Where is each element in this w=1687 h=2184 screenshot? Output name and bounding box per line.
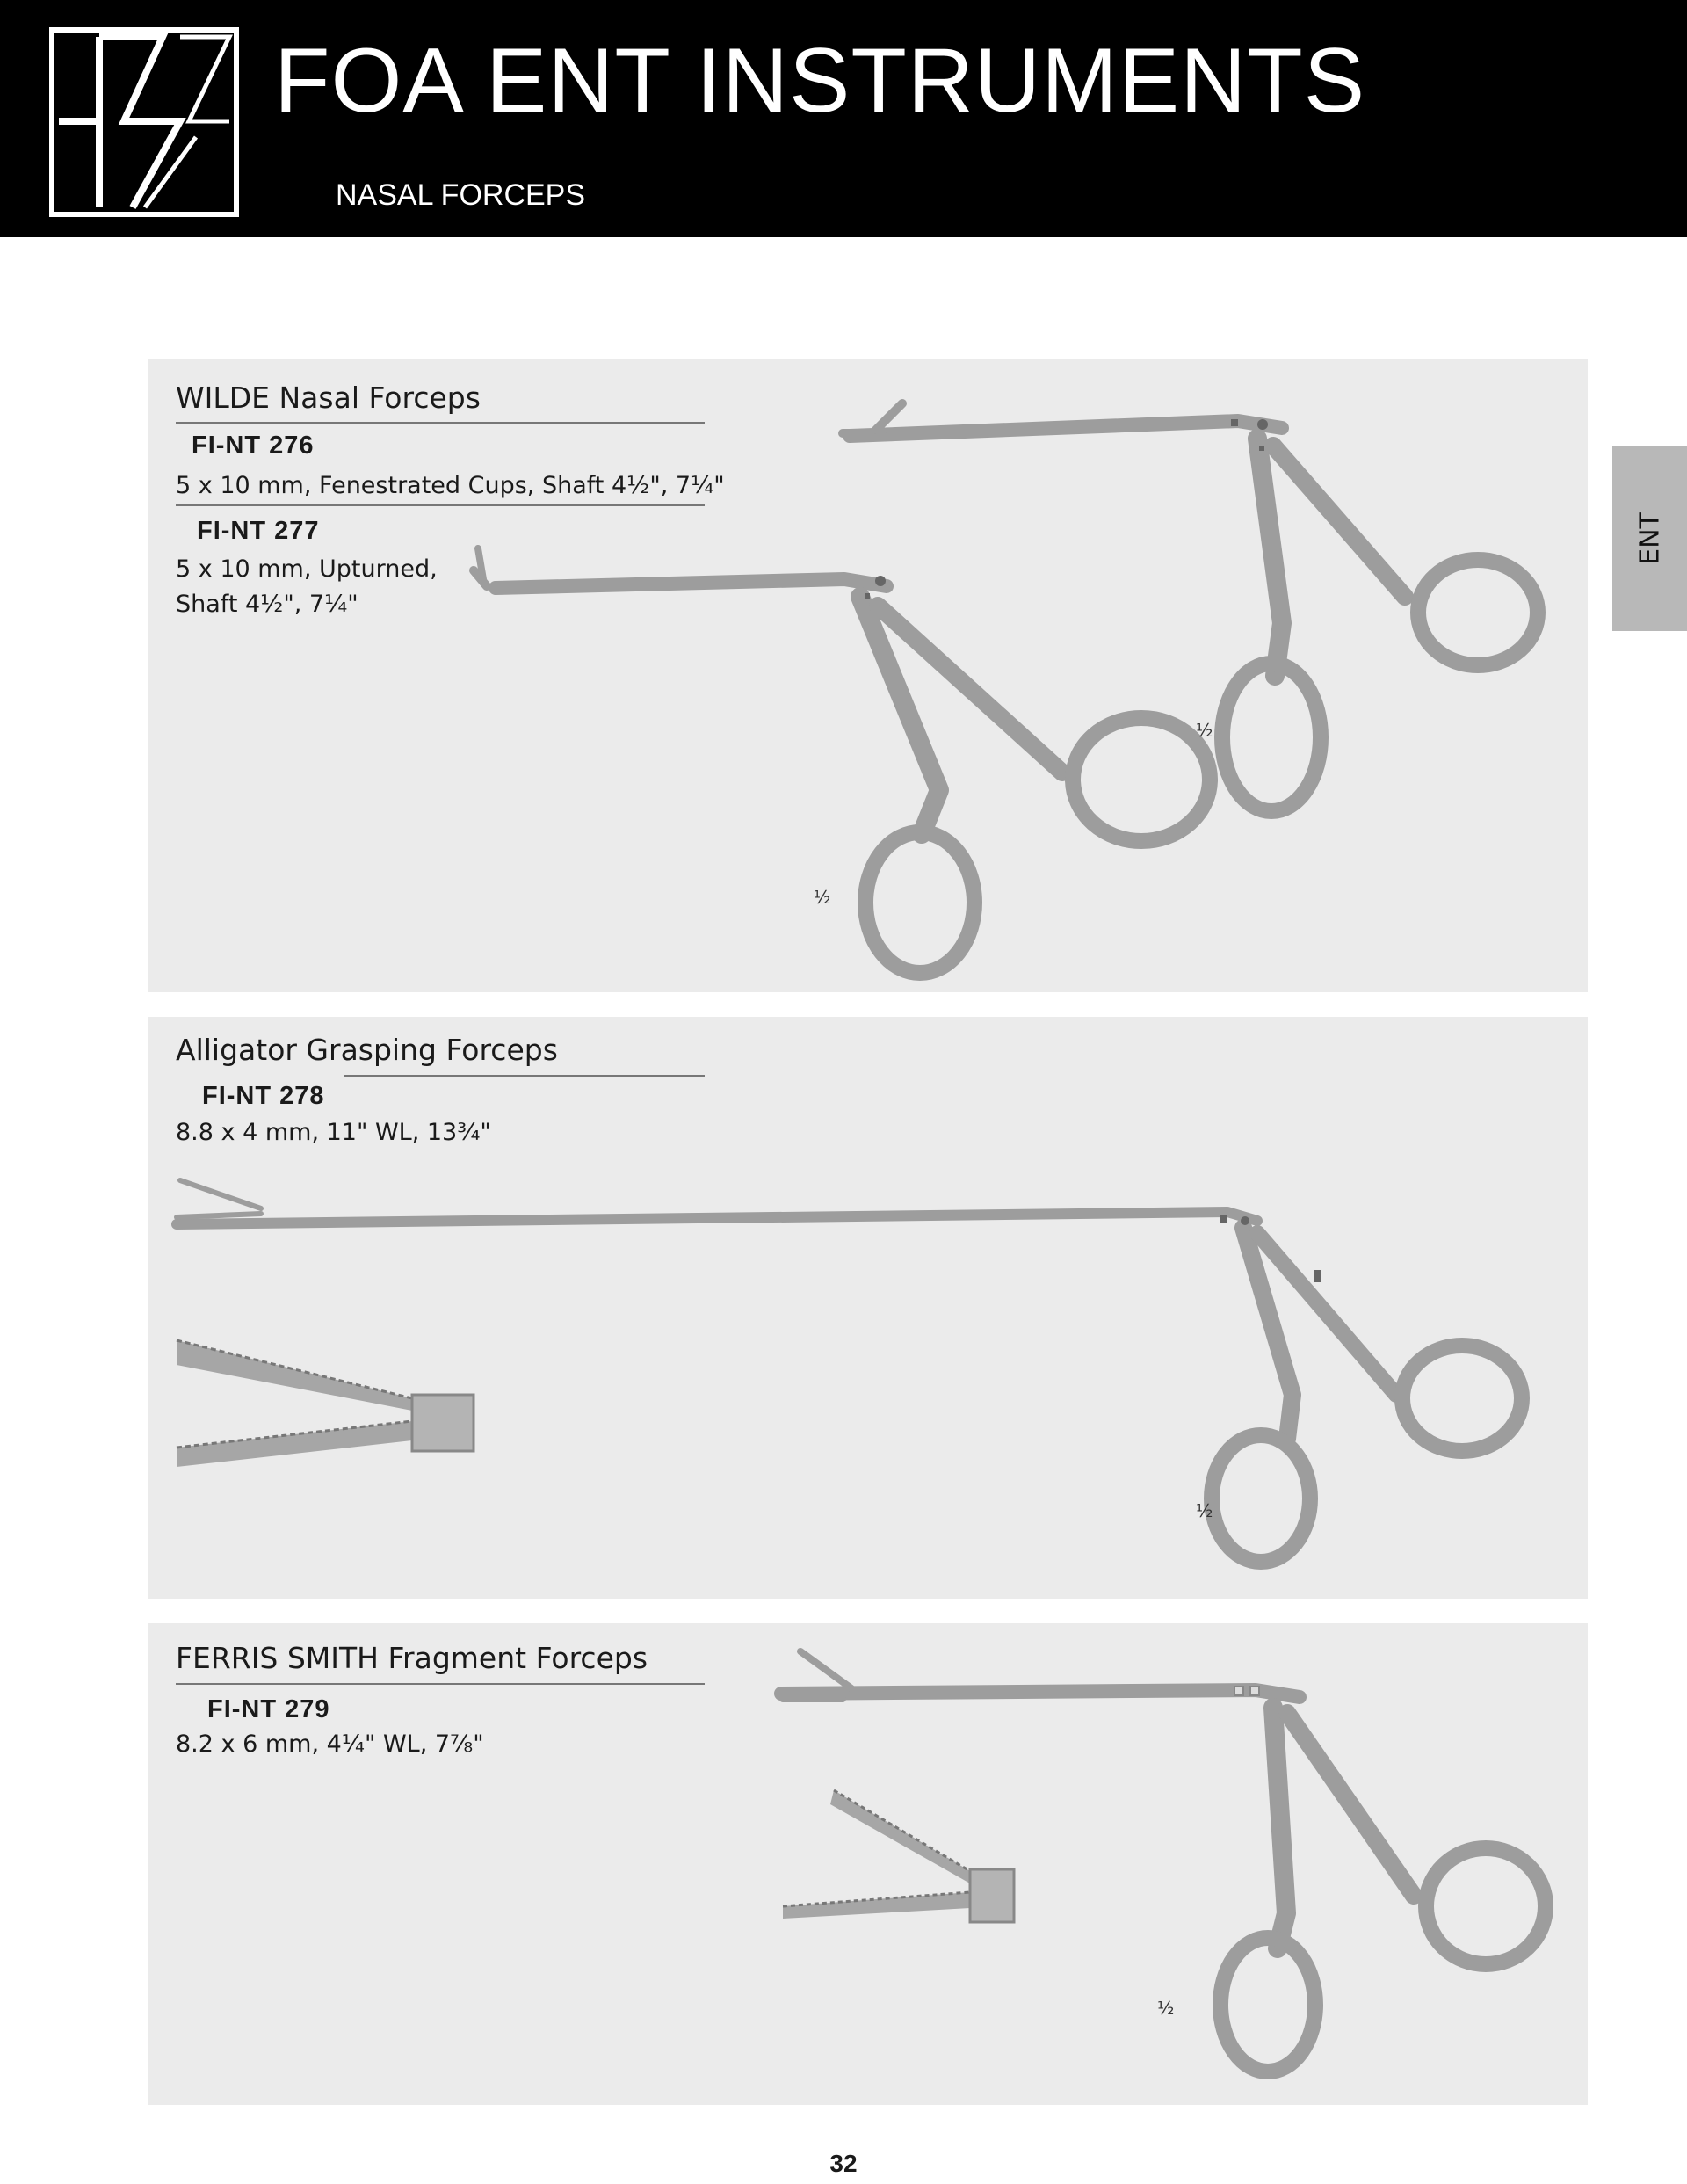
forceps-illustration (148, 1623, 1588, 2105)
product-code: FI-NT 277 (197, 517, 320, 545)
product-title: FERRIS SMITH Fragment Forceps (176, 1641, 648, 1675)
scale-label: ½ (1157, 1998, 1175, 2019)
product-code: FI-NT 279 (207, 1695, 330, 1723)
scale-label: ½ (814, 887, 831, 908)
forceps-illustration (148, 359, 1588, 992)
section-tab-ent[interactable] (1612, 446, 1687, 631)
product-code: FI-NT 276 (192, 432, 315, 460)
product-description: 5 x 10 mm, Upturned, (176, 555, 438, 583)
page-number: 32 (829, 2150, 858, 2177)
product-title: WILDE Nasal Forceps (176, 381, 481, 415)
product-panel-alligator (148, 1017, 1588, 1599)
product-description: 8.8 x 4 mm, 11" WL, 13¾" (176, 1119, 491, 1146)
brand-title: FOA ENT INSTRUMENTS (274, 30, 1366, 132)
product-code: FI-NT 278 (202, 1082, 325, 1110)
product-title: Alligator Grasping Forceps (176, 1033, 558, 1067)
forceps-illustration (148, 1017, 1588, 1599)
product-panel-ferris-smith (148, 1623, 1588, 2105)
scale-label: ½ (1196, 1500, 1213, 1521)
product-description: 5 x 10 mm, Fenestrated Cups, Shaft 4½", 7¼" (176, 472, 725, 499)
product-panel-wilde (148, 359, 1588, 992)
product-description: Shaft 4½", 7¼" (176, 591, 358, 618)
scale-label: ½ (1196, 720, 1213, 741)
section-subtitle: NASAL FORCEPS (336, 178, 586, 212)
section-tab-label: ENT (1634, 512, 1665, 565)
page-header (0, 0, 1687, 237)
fs-monogram-logo (48, 26, 240, 218)
product-description: 8.2 x 6 mm, 4¼" WL, 7⅞" (176, 1731, 484, 1758)
